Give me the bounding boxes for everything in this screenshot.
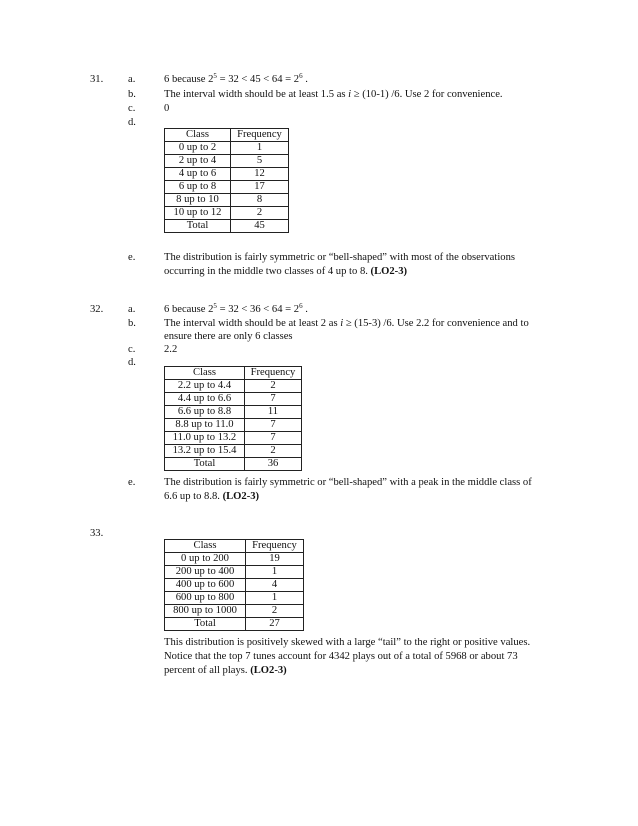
table-row	[165, 155, 289, 168]
table-row	[165, 579, 304, 592]
class-cell: Total	[165, 220, 231, 233]
table-total-row	[165, 458, 302, 471]
q32-e-letter: e.	[128, 477, 136, 488]
table-row	[165, 142, 289, 155]
table-total-row	[165, 618, 304, 631]
q33-line3: percent of all plays. (LO2-3)	[164, 665, 287, 676]
q31-a-text: 6 because $2^5 = 32 < 45 < 64 = 2^6$ .	[164, 72, 308, 85]
q32-number: 32.	[90, 304, 104, 315]
freq-cell: 27	[246, 618, 304, 631]
freq-cell: 1	[246, 592, 304, 605]
q32-c-text: 2.2	[164, 344, 178, 355]
freq-cell: 19	[246, 553, 304, 566]
freq-cell: 17	[231, 181, 289, 194]
q31-frequency-table	[164, 128, 289, 233]
class-cell: 8 up to 10	[165, 194, 231, 207]
freq-cell: 7	[245, 393, 302, 406]
table-row	[165, 566, 304, 579]
q32-a-letter: a.	[128, 304, 136, 315]
freq-cell: 8	[231, 194, 289, 207]
table-row	[165, 168, 289, 181]
table-row	[165, 432, 302, 445]
header-class: Class	[165, 540, 246, 553]
header-class: Class	[165, 129, 231, 142]
freq-cell: 7	[245, 419, 302, 432]
class-cell: 4.4 up to 6.6	[165, 393, 245, 406]
class-cell: Total	[165, 618, 246, 631]
q32-a-text: 6 because $2^5 = 32 < 36 < 64 = 2^6$ .	[164, 302, 308, 315]
q31-c-text: 0	[164, 103, 170, 114]
class-cell: 13.2 up to 15.4	[165, 445, 245, 458]
class-cell: 800 up to 1000	[165, 605, 246, 618]
freq-cell: 1	[246, 566, 304, 579]
table-row	[165, 393, 302, 406]
table-row	[165, 419, 302, 432]
class-cell: 0 up to 200	[165, 553, 246, 566]
freq-cell: 11	[245, 406, 302, 419]
q33-line1: This distribution is positively skewed with a large “tail” to the right or positive values.	[164, 637, 531, 648]
header-frequency: Frequency	[246, 540, 304, 553]
q31-e-line2: occurring in the middle two classes of 4 up to 8. (LO2-3)	[164, 266, 408, 277]
q32-frequency-table	[164, 366, 302, 471]
freq-cell: 2	[245, 380, 302, 393]
freq-cell: 2	[246, 605, 304, 618]
freq-cell: 1	[231, 142, 289, 155]
class-cell: 6 up to 8	[165, 181, 231, 194]
freq-cell: 36	[245, 458, 302, 471]
q32-e-line2: 6.6 up to 8.8. (LO2-3)	[164, 491, 260, 502]
table-row	[165, 592, 304, 605]
q32-b-letter: b.	[128, 318, 136, 329]
table-header-row	[165, 367, 302, 380]
class-cell: 600 up to 800	[165, 592, 246, 605]
table-row	[165, 445, 302, 458]
class-cell: 2.2 up to 4.4	[165, 380, 245, 393]
q32-e-line1: The distribution is fairly symmetric or “bell-shaped” with a peak in the middle class of	[164, 477, 532, 488]
table-row	[165, 553, 304, 566]
freq-cell: 12	[231, 168, 289, 181]
q31-c-letter: c.	[128, 103, 136, 114]
class-cell: Total	[165, 458, 245, 471]
q32-d-letter: d.	[128, 357, 136, 368]
freq-cell: 45	[231, 220, 289, 233]
freq-cell: 7	[245, 432, 302, 445]
class-cell: 8.8 up to 11.0	[165, 419, 245, 432]
class-cell: 200 up to 400	[165, 566, 246, 579]
q33-frequency-table	[164, 539, 304, 631]
table-total-row	[165, 220, 289, 233]
table-row	[165, 380, 302, 393]
table-header-row	[165, 129, 289, 142]
q31-e-line1: The distribution is fairly symmetric or “bell-shaped” with most of the observations	[164, 252, 515, 263]
table-header-row	[165, 540, 304, 553]
class-cell: 6.6 up to 8.8	[165, 406, 245, 419]
q31-b-letter: b.	[128, 89, 136, 100]
table-row	[165, 181, 289, 194]
q31-b-text: The interval width should be at least 1.5 as i ≥ (10-1) /6. Use 2 for convenience.	[164, 89, 503, 100]
freq-cell: 2	[245, 445, 302, 458]
q32-b-line2: ensure there are only 6 classes	[164, 331, 293, 342]
header-class: Class	[165, 367, 245, 380]
q32-b-text: The interval width should be at least 2 as i ≥ (15-3) /6. Use 2.2 for convenience and to	[164, 318, 529, 329]
q31-d-letter: d.	[128, 117, 136, 128]
q31-number: 31.	[90, 74, 104, 85]
class-cell: 2 up to 4	[165, 155, 231, 168]
freq-cell: 5	[231, 155, 289, 168]
table-row	[165, 207, 289, 220]
header-frequency: Frequency	[231, 129, 289, 142]
class-cell: 10 up to 12	[165, 207, 231, 220]
freq-cell: 4	[246, 579, 304, 592]
q33-number: 33.	[90, 528, 104, 539]
header-frequency: Frequency	[245, 367, 302, 380]
q32-c-letter: c.	[128, 344, 136, 355]
class-cell: 400 up to 600	[165, 579, 246, 592]
class-cell: 4 up to 6	[165, 168, 231, 181]
class-cell: 11.0 up to 13.2	[165, 432, 245, 445]
table-row	[165, 194, 289, 207]
table-row	[165, 406, 302, 419]
q31-a-letter: a.	[128, 74, 136, 85]
q31-e-letter: e.	[128, 252, 136, 263]
q33-line2: Notice that the top 7 tunes account for 4342 plays out of a total of 5968 or about 73	[164, 651, 518, 662]
freq-cell: 2	[231, 207, 289, 220]
table-row	[165, 605, 304, 618]
class-cell: 0 up to 2	[165, 142, 231, 155]
